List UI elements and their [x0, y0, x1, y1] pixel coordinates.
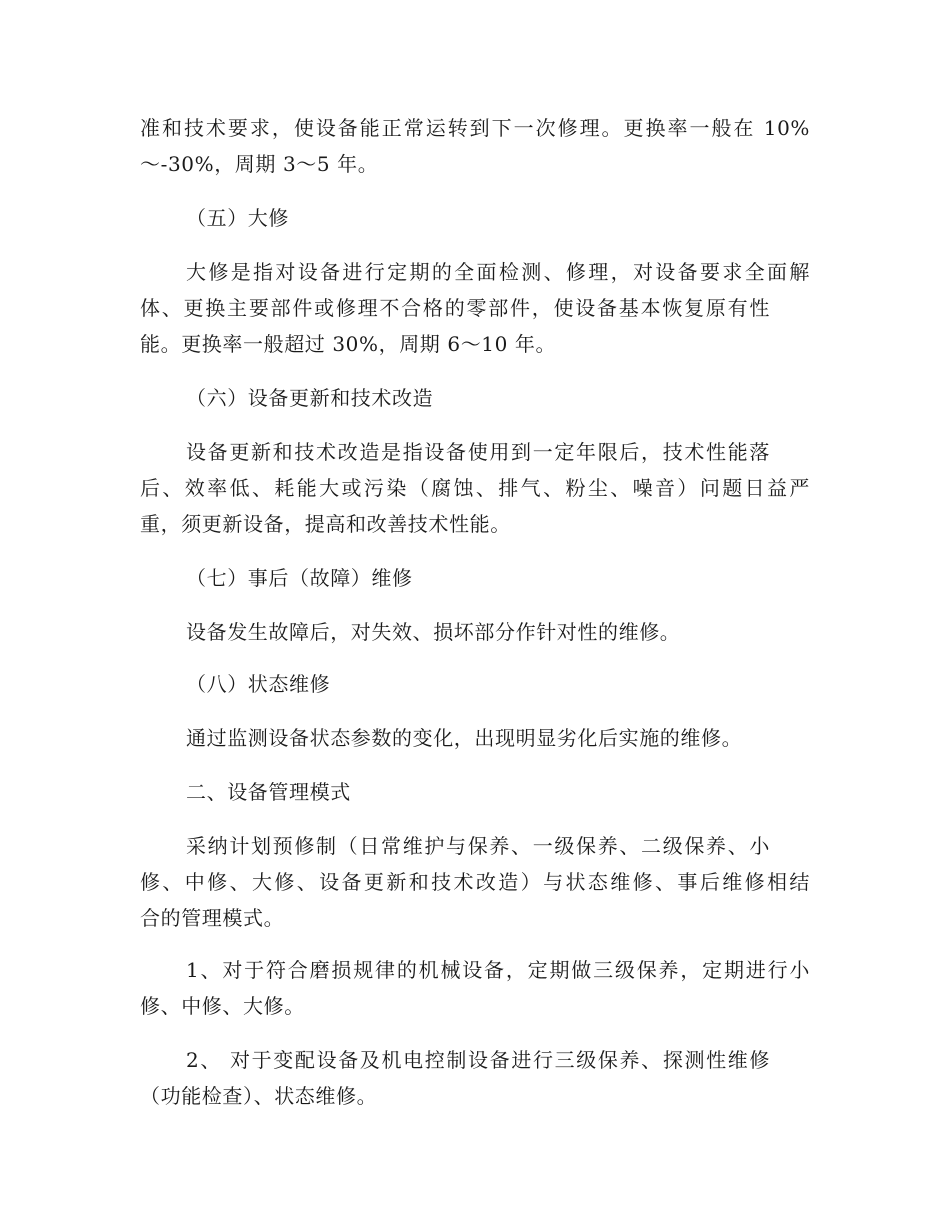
- paragraph-line: 重，须更新设备，提高和改善技术性能。: [140, 512, 511, 536]
- paragraph-line: 修、中修、大修。: [140, 994, 305, 1018]
- section-heading: 二、设备管理模式: [186, 780, 351, 804]
- paragraph-line: 2、 对于变配设备及机电控制设备进行三级保养、探测性维修: [186, 1048, 770, 1072]
- paragraph-line: 设备更新和技术改造是指设备使用到一定年限后，技术性能落: [186, 440, 770, 464]
- paragraph-line: 设备发生故障后，对失效、损坏部分作针对性的维修。: [186, 620, 681, 644]
- paragraph-line: 采纳计划预修制（日常维护与保养、一级保养、二级保养、小: [186, 834, 770, 858]
- section-heading: （八）状态维修: [186, 672, 331, 696]
- section-heading: （六）设备更新和技术改造: [186, 386, 434, 410]
- paragraph-line: 1、对于符合磨损规律的机械设备，定期做三级保养，定期进行小: [186, 958, 810, 982]
- section-heading: （五）大修: [186, 206, 289, 230]
- paragraph-line: 大修是指对设备进行定期的全面检测、修理，对设备要求全面解: [186, 260, 810, 284]
- paragraph-line: 合的管理模式。: [140, 906, 285, 930]
- paragraph-line: （功能检查）、状态维修。: [140, 1084, 378, 1108]
- paragraph-line: ～-30%，周期 3～5 年。: [140, 152, 379, 176]
- paragraph-line: 后、效率低、耗能大或污染（腐蚀、排气、粉尘、噪音）问题日益严: [140, 476, 810, 500]
- paragraph-line: 准和技术要求，使设备能正常运转到下一次修理。更换率一般在 10%: [140, 116, 810, 140]
- paragraph-line: 能。更换率一般超过 30%，周期 6～10 年。: [140, 332, 557, 356]
- section-heading: （七）事后（故障）维修: [186, 566, 413, 590]
- paragraph-line: 修、中修、大修、设备更新和技术改造）与状态维修、事后维修相结: [140, 870, 810, 894]
- paragraph-line: 通过监测设备状态参数的变化，出现明显劣化后实施的维修。: [186, 726, 743, 750]
- paragraph-line: 体、更换主要部件或修理不合格的零部件，使设备基本恢复原有性: [140, 296, 770, 320]
